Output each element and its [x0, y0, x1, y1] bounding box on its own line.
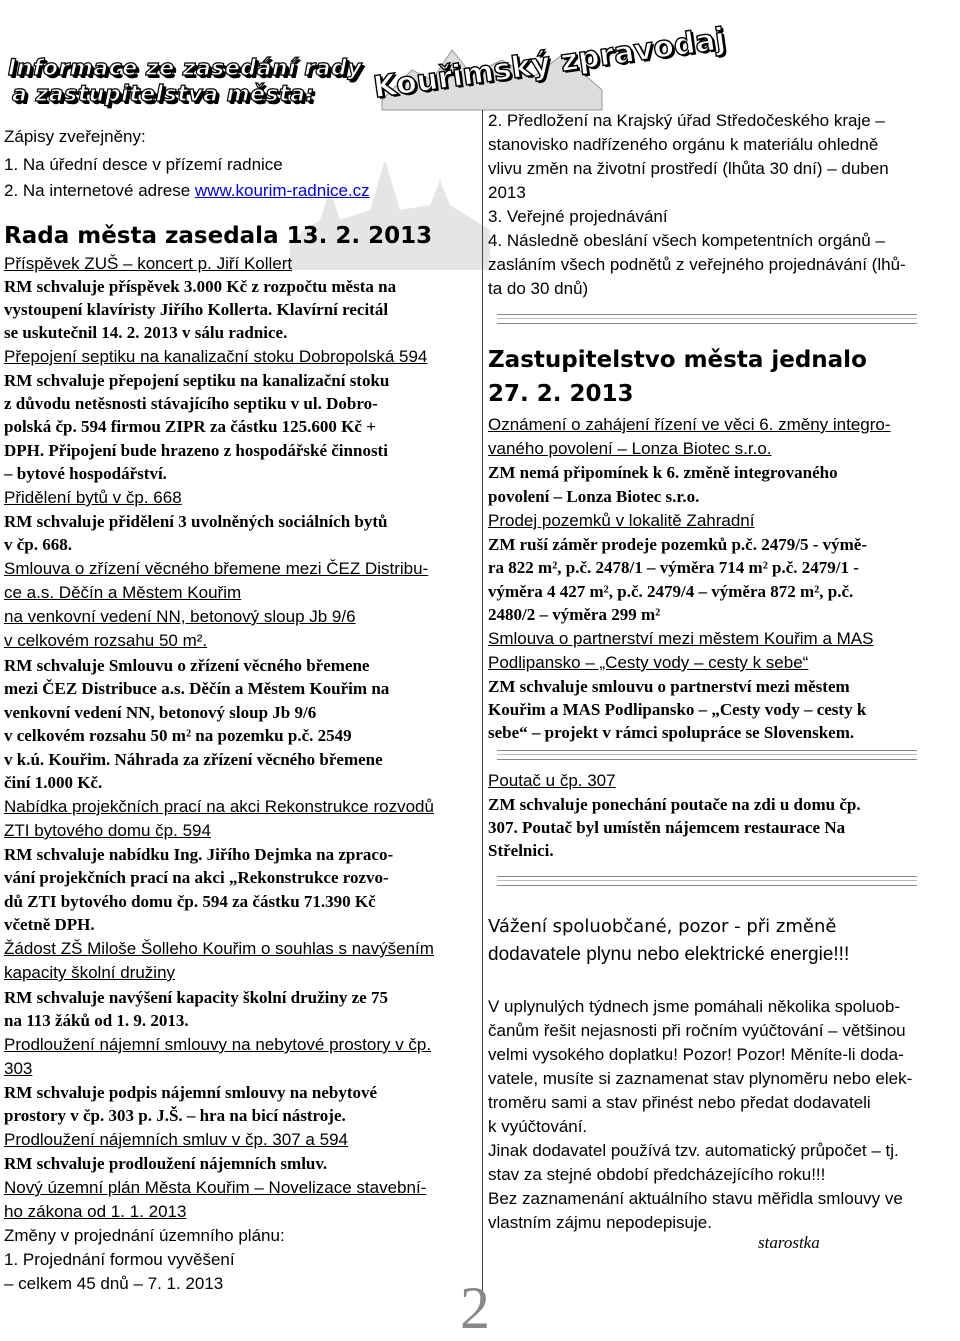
line-text: zasláním všech podnětů z veřejného projednávání (lhů-	[488, 255, 906, 274]
line-text: 303	[4, 1059, 33, 1078]
text-line	[488, 817, 845, 839]
line-text: ce a.s. Děčín a Městem Kouřim	[4, 583, 242, 602]
text-line	[488, 1020, 906, 1042]
text-line	[4, 1225, 285, 1247]
text-line	[4, 678, 389, 700]
line-text: vání projekčních prací na akci „Rekonstrukce rozvo-	[4, 868, 389, 887]
text-line	[4, 772, 102, 794]
logo-text: Kouřimský zpravodaj	[371, 21, 728, 106]
text-line	[488, 254, 906, 276]
text-line	[4, 702, 316, 724]
line-text: vystoupení klavíristy Jiřího Kollerta. Klavírní recitál	[4, 300, 389, 319]
line-text: polská čp. 594 firmou ZIPR za částku 125.600 Kč +	[4, 417, 376, 436]
line-text: RM schvaluje prodloužení nájemních smluv.	[4, 1154, 328, 1173]
line-text: kapacity školní družiny	[4, 963, 176, 982]
text-line	[4, 416, 376, 438]
line-text: 1. Projednání formou vyvěšení	[4, 1250, 235, 1269]
line-text: 2. Na internetové adrese	[4, 181, 195, 200]
line-text: 1. Na úřední desce v přízemí radnice	[4, 155, 283, 174]
line-text: RM schvaluje přidělení 3 uvolněných sociálních bytů	[4, 512, 388, 531]
line-text: – celkem 45 dnů – 7. 1. 2013	[4, 1274, 224, 1293]
text-line	[4, 1034, 431, 1056]
line-text: dodavatele plynu nebo elektrické energie!!!	[488, 944, 850, 965]
line-text: RM schvaluje příspěvek 3.000 Kč z rozpočtu města na	[4, 277, 397, 296]
text-line	[4, 725, 352, 747]
line-text: na venkovní vedení NN, betonový sloup Jb 9/6	[4, 607, 356, 626]
line-text: – bytové hospodářství.	[4, 464, 167, 483]
text-line	[4, 1249, 235, 1271]
line-text: Nový územní plán Města Kouřim – Novelizace stavební-	[4, 1178, 427, 1197]
line-text: Prodloužení nájemní smlouvy na nebytové prostory v čp.	[4, 1035, 432, 1054]
line-text: Prodej pozemků v lokalitě Zahradní	[488, 511, 755, 530]
line-text: Podlipansko – „Cesty vody – cesty k sebe“	[488, 653, 809, 672]
text-line	[488, 1068, 912, 1090]
line-text: ZTI bytového domu čp. 594	[4, 821, 211, 840]
text-line	[4, 914, 95, 936]
text-line	[488, 206, 668, 228]
line-text: ZM schvaluje ponechání poutače na zdi u domu čp.	[488, 795, 861, 814]
text-line	[488, 916, 836, 938]
line-text: velmi vysokého doplatku! Pozor! Pozor! Měníte-li doda-	[488, 1045, 904, 1064]
line-text: k vyúčtování.	[488, 1117, 588, 1136]
line-text: povolení – Lonza Biotec s.r.o.	[488, 487, 700, 506]
text-line	[4, 582, 241, 604]
line-text: venkovní vedení NN, betonový sloup Jb 9/6	[4, 703, 317, 722]
text-line	[4, 299, 388, 321]
text-line	[4, 987, 388, 1009]
text-line	[4, 655, 369, 677]
line-text: RM schvaluje nabídku Ing. Jiřího Dejmka na zpraco-	[4, 845, 394, 864]
line-text: Kouřim a MAS Podlipansko – „Cesty vody – cesty k	[488, 700, 867, 719]
line-text: Poutač u čp. 307	[488, 771, 616, 790]
text-line	[488, 534, 867, 556]
column-divider	[482, 110, 483, 1300]
text-line	[4, 276, 396, 298]
line-text: Přepojení septiku na kanalizační stoku Dobropolská 594	[4, 347, 428, 366]
line-text: RM schvaluje podpis nájemní smlouvy na nebytové	[4, 1083, 378, 1102]
text-line	[4, 1177, 426, 1199]
line-text: z důvodu netěsnosti stávajícího septiku v ul. Dobro-	[4, 394, 378, 413]
line-text: 2. Předložení na Krajský úřad Středočeského kraje –	[488, 111, 885, 130]
line-text: V uplynulých týdnech jsme pomáhali několika spoluob-	[488, 997, 901, 1016]
line-text: mezi ČEZ Distribuce a.s. Děčín a Městem Kouřim na	[4, 679, 390, 698]
line-text: Přidělení bytů v čp. 668	[4, 488, 182, 507]
line-text: v celkovém rozsahu 50 m² na pozemku p.č. 2549	[4, 726, 352, 745]
text-line	[488, 944, 849, 966]
line-text: prostory v čp. 303 p. J.Š. – hra na bicí nástroje.	[4, 1106, 346, 1125]
text-line	[488, 676, 850, 698]
text-line	[4, 844, 393, 866]
line-text: 3. Veřejné projednávání	[488, 207, 668, 226]
line-text: stanovisko nadřízeného orgánu k materiálu ohledně	[488, 135, 879, 154]
line-text: ra 822 m², p.č. 2478/1 – výměra 714 m² p.č. 2479/1 -	[488, 558, 859, 577]
text-line	[4, 1010, 189, 1032]
line-text: troměru sami a stav přinést nebo předat dodavateli	[488, 1093, 871, 1112]
line-text: RM schvaluje navýšení kapacity školní družiny ze 75	[4, 988, 388, 1007]
text-line	[488, 722, 854, 744]
line-text: činí 1.000 Kč.	[4, 773, 103, 792]
text-line	[488, 794, 861, 816]
newsletter-logo	[371, 21, 728, 122]
text-line	[488, 1164, 825, 1186]
text-line	[4, 440, 388, 462]
header-title-line1: Informace ze zasedání rady	[8, 56, 363, 81]
text-line	[488, 1188, 903, 1210]
text-line	[488, 1212, 712, 1234]
text-line	[488, 438, 772, 460]
text-line	[488, 182, 526, 204]
text-line	[4, 370, 389, 392]
text-line	[4, 1129, 348, 1151]
text-line	[488, 510, 754, 532]
line-text: výměra 4 427 m², p.č. 2479/4 – výměra 872 m², p.č.	[488, 582, 854, 601]
text-line	[488, 230, 885, 252]
text-line	[4, 796, 434, 818]
text-line	[4, 322, 287, 344]
text-line	[4, 534, 72, 556]
header-title-line2: a zastupitelstva města:	[12, 82, 315, 107]
text-line	[488, 581, 853, 603]
text-line	[488, 414, 891, 436]
line-text: ta do 30 dnů)	[488, 279, 589, 298]
text-line	[4, 630, 207, 652]
line-text: Vážení spoluobčané, pozor - při změně	[488, 916, 837, 937]
line-text: v čp. 668.	[4, 535, 72, 554]
line-text: dů ZTI bytového domu čp. 594 za částku 71.390 Kč	[4, 892, 376, 911]
text-line	[4, 180, 370, 202]
text-line	[4, 820, 211, 842]
text-line	[4, 606, 356, 628]
text-line	[488, 134, 878, 156]
line-text: ZM schvaluje smlouvu o partnerství mezi městem	[488, 677, 850, 696]
line-text: Žádost ZŠ Miloše Šolleho Kouřim o souhlas s navýšením	[4, 939, 434, 958]
text-line	[4, 253, 292, 275]
line-text: Zastupitelstvo města jednalo	[488, 347, 867, 373]
text-line	[488, 346, 867, 374]
text-line	[4, 891, 376, 913]
line-text: Rada města zasedala 13. 2. 2013	[4, 223, 433, 249]
text-line	[4, 222, 432, 250]
text-line	[4, 463, 167, 485]
line-text: 4. Následně obeslání všech kompetentních orgánů –	[488, 231, 885, 250]
text-line	[488, 462, 838, 484]
line-text: Příspěvek ZUŠ – koncert p. Jiří Kollert	[4, 254, 293, 273]
text-line	[758, 1232, 820, 1254]
separator-rule	[497, 876, 917, 886]
line-text: 307. Poutač byl umístěn nájemcem restaurace Na	[488, 818, 846, 837]
text-line	[4, 126, 146, 148]
line-text: Změny v projednání územního plánu:	[4, 1226, 285, 1245]
section-header	[8, 56, 362, 108]
text-line	[4, 1105, 346, 1127]
text-line	[4, 938, 434, 960]
line-text: RM schvaluje přepojení septiku na kanalizační stoku	[4, 371, 390, 390]
separator-rule	[497, 750, 917, 760]
text-line	[488, 1116, 587, 1138]
line-text: se uskutečnil 14. 2. 2013 v sálu radnice.	[4, 323, 288, 342]
text-line	[4, 1058, 32, 1080]
line-text: stav za stejné období předcházejícího roku!!!	[488, 1165, 826, 1184]
text-line	[4, 1082, 377, 1104]
line-text: v celkovém rozsahu 50 m².	[4, 631, 208, 650]
line-text: čanům řešit nejasnosti při ročním vyúčtování – většinou	[488, 1021, 906, 1040]
line-text: 2013	[488, 183, 526, 202]
line-text: ho zákona od 1. 1. 2013	[4, 1202, 187, 1221]
text-line	[488, 557, 859, 579]
line-text: DPH. Připojení bude hrazeno z hospodářské činnosti	[4, 441, 388, 460]
text-line	[488, 486, 699, 508]
text-line	[488, 1092, 871, 1114]
website-link[interactable]: www.kourim-radnice.cz	[194, 181, 370, 200]
text-line	[4, 511, 387, 533]
text-line	[488, 652, 808, 674]
text-line	[4, 346, 427, 368]
text-line	[4, 1201, 186, 1223]
line-text: na 113 žáků od 1. 9. 2013.	[4, 1011, 189, 1030]
line-text: ZM nemá připomínek k 6. změně integrovaného	[488, 463, 838, 482]
line-text: Smlouva o partnerství mezi městem Kouřim a MAS	[488, 629, 874, 648]
line-text: Oznámení o zahájení řízení ve věci 6. změny integro-	[488, 415, 891, 434]
text-line	[4, 154, 283, 176]
text-line	[488, 278, 588, 300]
line-text: 2480/2 – výměra 299 m²	[488, 605, 661, 624]
line-text: vaného povolení – Lonza Biotec s.r.o.	[488, 439, 772, 458]
separator-rule	[497, 314, 917, 324]
text-line	[4, 962, 175, 984]
line-text: vatele, musíte si zaznamenat stav plynoměru nebo elek-	[488, 1069, 913, 1088]
line-text: vlivu změn na životní prostředí (lhůta 30 dní) – duben	[488, 159, 889, 178]
line-text: sebe“ – projekt v rámci spolupráce se Slovenskem.	[488, 723, 855, 742]
text-line	[4, 867, 389, 889]
text-line	[488, 158, 889, 180]
text-line	[4, 1153, 327, 1175]
text-line	[488, 110, 885, 132]
text-line	[488, 1044, 904, 1066]
line-text: Prodloužení nájemních smluv v čp. 307 a 594	[4, 1130, 348, 1149]
line-text: Střelnici.	[488, 841, 554, 860]
text-line	[488, 770, 616, 792]
text-line	[4, 487, 182, 509]
line-text: vlastním zájmu nepodepisuje.	[488, 1213, 712, 1232]
line-text: 27. 2. 2013	[488, 381, 634, 407]
line-text: Zápisy zveřejněny:	[4, 127, 146, 146]
line-text: v k.ú. Kouřim. Náhrada za zřízení věcného břemene	[4, 750, 383, 769]
text-line	[488, 1140, 899, 1162]
text-line	[488, 628, 873, 650]
text-line	[488, 380, 634, 408]
text-line	[4, 558, 428, 580]
line-text: Smlouva o zřízení věcného břemene mezi ČEZ Distribu-	[4, 559, 429, 578]
line-text: Bez zaznamenání aktuálního stavu měřidla smlouvy ve	[488, 1189, 903, 1208]
line-text: ZM ruší záměr prodeje pozemků p.č. 2479/5 - výmě-	[488, 535, 867, 554]
text-line	[4, 1273, 223, 1295]
text-line	[488, 604, 660, 626]
line-text: včetně DPH.	[4, 915, 95, 934]
line-text: Nabídka projekčních prací na akci Rekonstrukce rozvodů	[4, 797, 434, 816]
text-line	[4, 393, 378, 415]
line-text: starostka	[758, 1233, 820, 1252]
page-number: 2	[460, 1275, 490, 1341]
text-line	[488, 996, 900, 1018]
text-line	[4, 749, 383, 771]
line-text: Jinak dodavatel používá tzv. automatický průpočet – tj.	[488, 1141, 899, 1160]
text-line	[488, 699, 866, 721]
text-line	[488, 840, 554, 862]
line-text: RM schvaluje Smlouvu o zřízení věcného břemene	[4, 656, 370, 675]
